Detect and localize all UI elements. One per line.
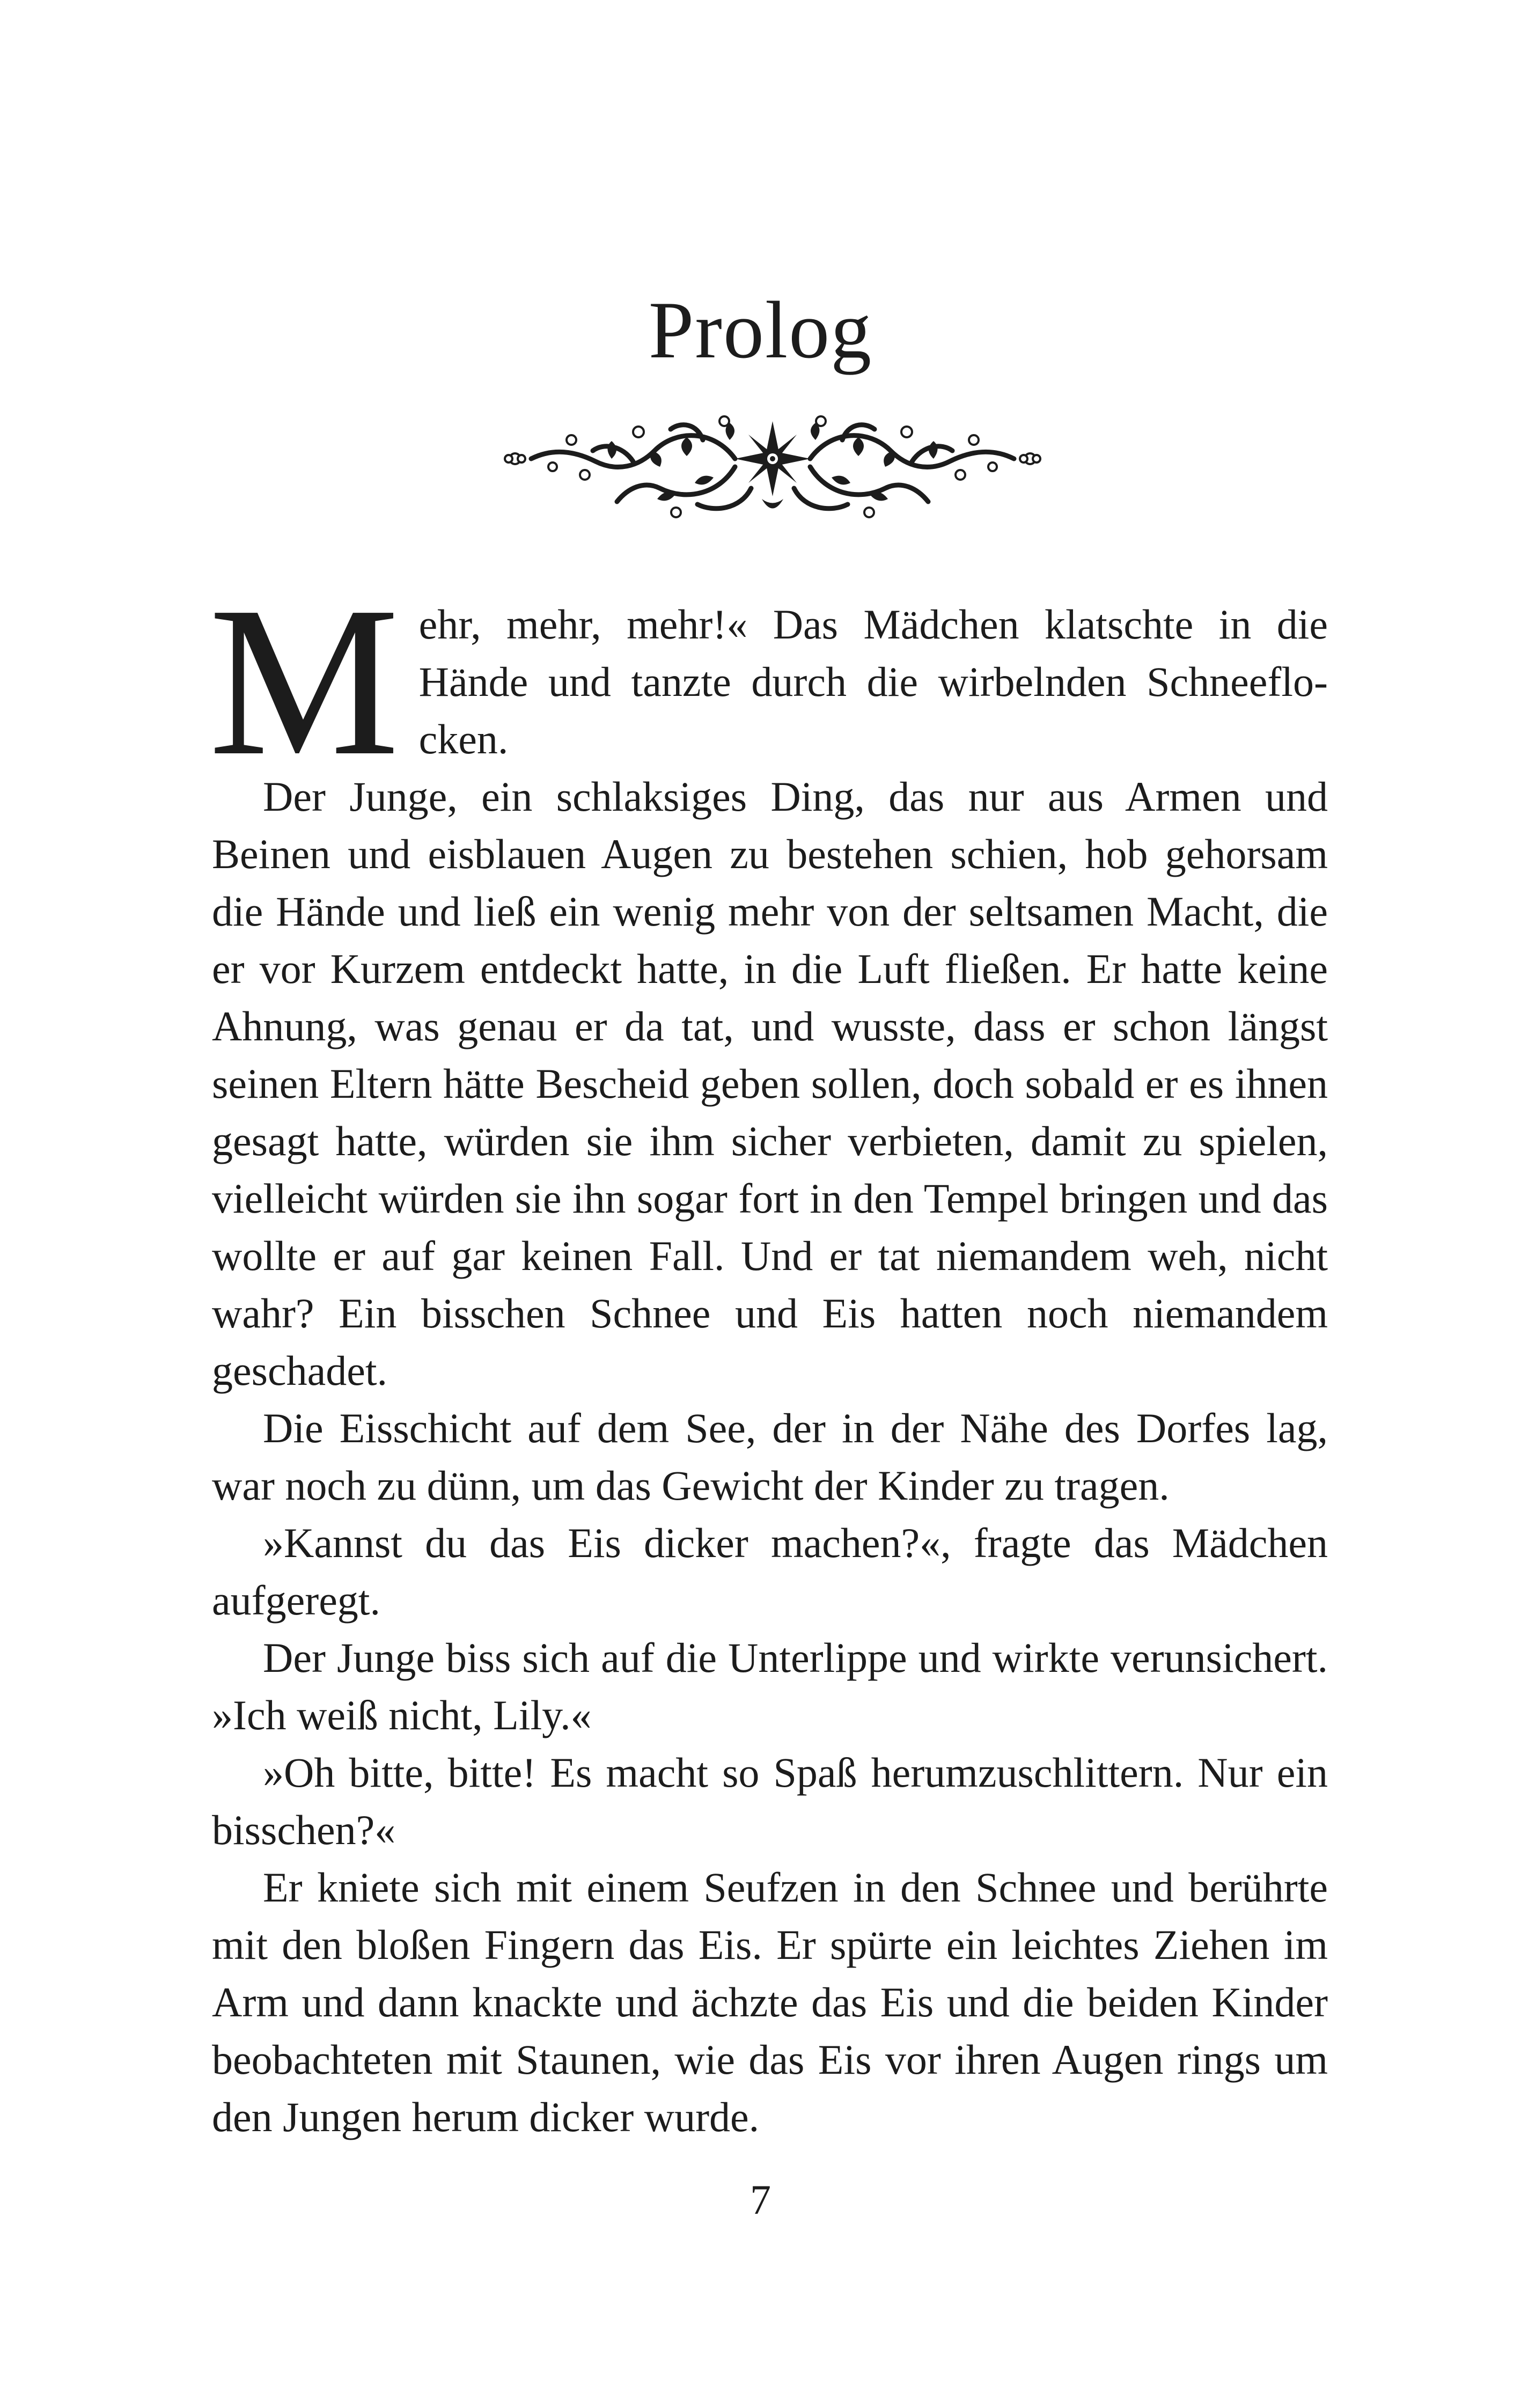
paragraph: Er kniete sich mit einem Seufzen in den Schnee und berührte mit den bloßen Fingern das Eis. Er spürte ein leichtes Ziehen im Arm und dann knackte und ächzte das Eis und die beiden Kinder beobachteten mit Staunen, wie das Eis vor ihren Augen rings um den Jungen herum dicker wurde. [212, 1864, 1328, 2140]
paragraph: Die Eisschicht auf dem See, der in der Nähe des Dorfes lag, war noch zu dünn, um das Gewicht der Kinder zu tragen. [212, 1405, 1328, 1509]
chapter-title: Prolog [648, 285, 873, 375]
paragraph: Der Junge biss sich auf die Unterlippe und wirkte verunsichert. »Ich weiß nicht, Lily.« [212, 1634, 1328, 1738]
drop-cap: M [209, 562, 400, 800]
paragraph: »Oh bitte, bitte! Es macht so Spaß herumzuschlittern. Nur ein bisschen?« [212, 1749, 1328, 1853]
body-text [209, 562, 1328, 2146]
paragraph: »Kannst du das Eis dicker machen?«, fragte das Mädchen aufgeregt. [212, 1519, 1328, 1624]
paragraph [209, 562, 1328, 800]
paragraph: Der Junge, ein schlaksiges Ding, das nur aus Armen und Beinen und eisblauen Augen zu bestehen schien, hob gehorsam die Hände und ließ ein wenig mehr von der seltsamen Macht, die er vor Kurzem entdeckt hatte, in die Luft fließen. Er hatte keine Ahnung, was genau er da tat, und wusste, dass er schon längst seinen Eltern hätte Bescheid geben sollen, doch sobald er es ihnen gesagt hatte, würden sie ihm sicher verbieten, damit zu spielen, vielleicht würden sie ihn sogar fort in den Tempel bringen und das wollte er auf gar keinen Fall. Und er tat niemandem weh, nicht wahr? Ein bisschen Schnee und Eis hatten noch niemandem geschadet. [212, 773, 1328, 1394]
floral-divider-icon [499, 408, 1046, 526]
paragraph-text: ehr, mehr, mehr!« Das Mädchen klatschte in die Hände und tanzte durch die wirbelnden Schneeflocken. [418, 601, 1328, 762]
page-number: 7 [750, 2176, 771, 2223]
